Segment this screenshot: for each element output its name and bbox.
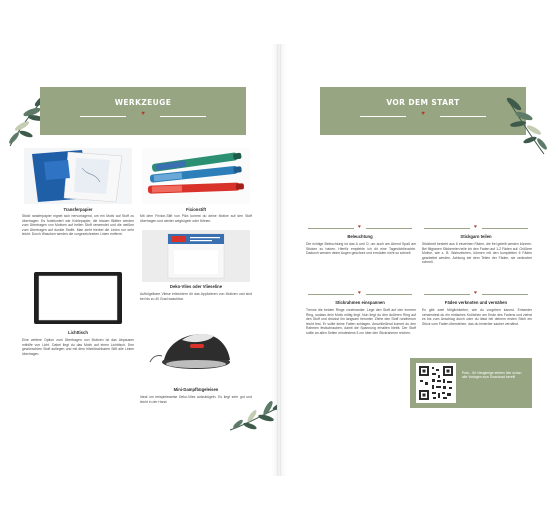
banner-title: WERKZEUGE (114, 98, 172, 107)
deko-vlies-photo (142, 230, 250, 282)
faeden-title: Fäden verknoten und vernähen (444, 300, 508, 305)
heart-icon: ♥ (474, 290, 477, 296)
right-page (280, 44, 546, 476)
banner-rule-left (360, 116, 406, 117)
vor-dem-start-banner (320, 87, 526, 135)
lichttisch-text: Eine weitere Option zum Übertragen von Motiven ist das Abpausen mithilfe von Licht. Dabei liegt du das Motiv auf einen Lichttisch. Den gewünschten Stoff auflegen und mit dem hitzelöschbaren Stift alle Linien übertragen. (22, 338, 134, 356)
section-rule (482, 228, 528, 229)
qr-code-icon[interactable] (416, 363, 456, 403)
fixionstift-text: Mit dem Frixion-Stift von Pilot kommt du deine Motive auf den Stoff übertragen und wieder wegbügeln oder föhnen. (140, 214, 252, 223)
heart-icon: ♥ (474, 224, 477, 230)
section-rule (366, 228, 412, 229)
heart-icon: ♥ (358, 290, 361, 296)
stickgarn-title: Stickgarn teilen (460, 234, 492, 239)
leaf-branch-icon (502, 94, 548, 156)
deko-vlies-text: Aufbügelbare Vliese erleichtern dir das Applizieren von Motiven und sind bei bis zu 40 Grad waschbar. (140, 292, 252, 301)
transferpapier-photo (24, 148, 132, 204)
buegeleisen-text: Ideal um beispielsweise Deko-Vlies aufzubügeln. Es liegt sehr gut und leicht in der Hand. (140, 395, 252, 404)
section-rule (424, 294, 470, 295)
stickrahmen-title: Stickrahmen einspannen (335, 300, 385, 305)
book-spread (12, 44, 546, 476)
book-spine (277, 44, 281, 476)
buegeleisen-caption: Mini-Dampfbügeleisen (173, 387, 219, 392)
heart-icon: ♥ (141, 111, 145, 117)
banner-title: VOR DEM START (386, 98, 460, 107)
transferpapier-text: Stickt ransferpapier eignet sich hervorragend, um ein Motiv auf Stoff zu übertragen. Es funktioniert wie Kohlepapier, die blauen Blätter werden zum Übertragen von Motiven auf hellen Stoff verwendet und die weißen zum Übertragen auf dunkle Stoffe. Man sieht hierbei die Linien nur sehr leicht. Durch Waschen werden die vorgezeichneten Linien entfernt. (22, 214, 134, 237)
section-rule (308, 294, 354, 295)
section-rule (366, 294, 412, 295)
banner-rule-right (440, 116, 486, 117)
fixionstift-photo (142, 148, 250, 204)
section-rule (482, 294, 528, 295)
beleuchtung-title: Beleuchtung (347, 234, 373, 239)
deko-vlies-caption: Deko-Vlies oder Vlieseline (169, 284, 223, 289)
fixionstift-caption: Fixionstift (185, 207, 206, 212)
stickrahmen-text: Trenne die beiden Ringe voneinander. Lege den Stoff auf den inneren Ring, sodass dein Motiv mittig liegt. Nun liegt du den äußeren Ring auf den Stoff und drückst ihn langsam herunter. Ziehe den Stoff rundherum leicht fest. Er sollte keine Falten schlagen. Anschließend kommt du den Rahmen festschrauben, damit die Spannung erhalten bleibt. Der Stoff sollte an allen Seiten mindestens 5 cm über den Stickrahmen reichen. (306, 308, 416, 335)
heart-icon: ♥ (358, 224, 361, 230)
banner-rule-left (80, 116, 126, 117)
werkzeuge-banner (40, 87, 246, 135)
lichttisch-caption: Lichttisch (68, 330, 88, 335)
section-rule (424, 228, 470, 229)
transferpapier-caption: Transferpapier (63, 207, 93, 212)
heart-icon: ♥ (421, 111, 425, 117)
qr-download-box (410, 358, 532, 408)
lichttisch-photo (24, 270, 132, 326)
left-page (12, 44, 278, 476)
buegeleisen-photo (142, 320, 250, 374)
beleuchtung-text: Die richtige Beleuchtung ist das A und O, um auch am Abend Spaß am Sticken zu haben. Hierfür empfehle ich dir eine Tageslichtleuchte. Dadurch werden deine Augen geschont und ermüden nicht so schnell. (306, 242, 416, 256)
stickgarn-text: Stickbreit besteht aus 6 einzelnen Fäden, die frei geteilt werden können. Bei filigranen Stickereien teile ich den Faden auf 1-2 Fäden auf. Größere Motive, wie z. B. Wahrzeichen, können mit den kompletten 6 Fäden gearbeitet werden. Achtung bei dem Teilen der Fäden, sie verknoten schnell. (422, 242, 532, 265)
faeden-text: Es gibt zwei Möglichkeiten, wie du vorgehen kannst. Entweder verwendest du ein einfaches Knötchen am Ende des Fadens und ziehst es bis zum Anschlag durch oder du lässt bei deinem ersten Stich ein Stück vom Faden überstehen, das du hinterher sauber vernähst. (422, 308, 532, 326)
banner-rule-right (160, 116, 206, 117)
section-rule (308, 228, 354, 229)
qr-note: Psst... für Neugierige stehen hier schon alle Vorlagen zum Download bereit! (462, 371, 522, 380)
